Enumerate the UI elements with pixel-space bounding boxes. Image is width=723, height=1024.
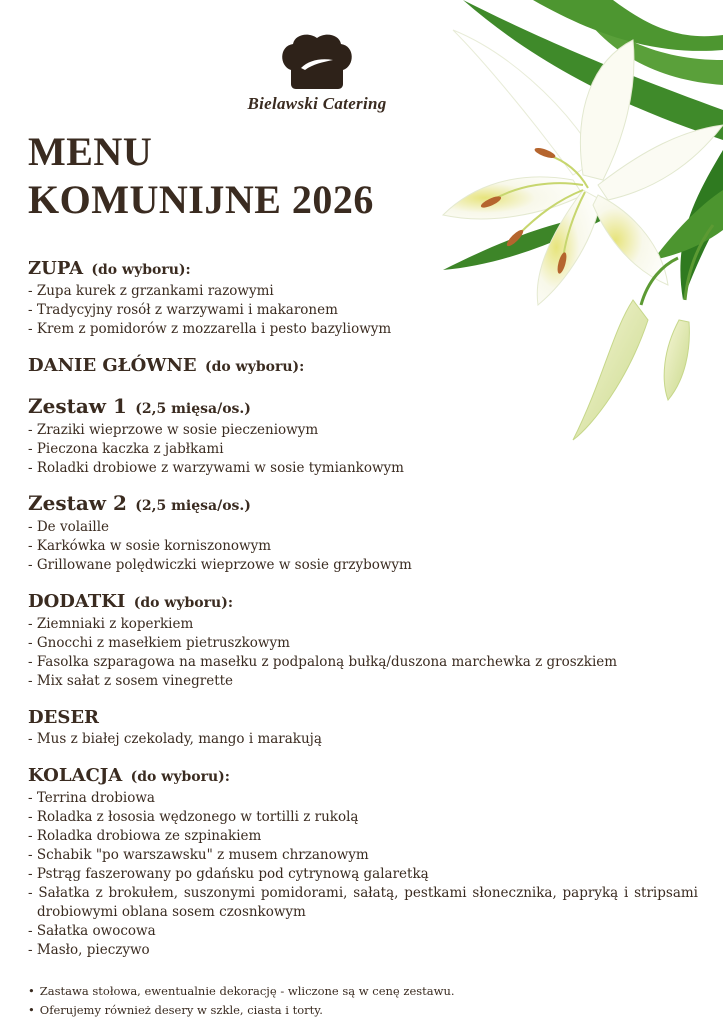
section-kolacja — [28, 761, 698, 960]
section-heading — [28, 587, 698, 615]
footer-note: • Oferujemy również desery w szkle, ciasta i torty. — [28, 1001, 698, 1020]
item-list — [28, 730, 698, 749]
section-zestaw-2 — [28, 490, 698, 575]
footer-notes — [28, 982, 698, 1020]
list-item: - Mus z białej czekolady, mango i marakują — [28, 731, 322, 747]
title-line-1: MENU — [28, 129, 153, 174]
section-title: Zestaw 2 — [28, 491, 127, 515]
list-item: - De volaille — [28, 519, 110, 535]
section-title: DESER — [28, 707, 100, 728]
section-deser — [28, 703, 698, 749]
section-note: (do wyboru): — [133, 595, 233, 611]
section-title: Zestaw 1 — [28, 394, 127, 418]
list-item: - Grillowane polędwiczki wieprzowe w sosie grzybowym — [28, 557, 412, 573]
section-heading — [28, 490, 698, 518]
footer-note: • Zastawa stołowa, ewentualnie dekorację - wliczone są w cenę zestawu. — [28, 982, 698, 1001]
list-item: - Pieczona kaczka z jabłkami — [28, 441, 224, 457]
title-line-2: KOMUNIJNE 2026 — [28, 177, 374, 222]
list-item: - Terrina drobiowa — [28, 790, 155, 806]
list-item: - Schabik "po warszawsku" z musem chrzanowym — [28, 847, 369, 863]
list-item: - Roladka z łososia wędzonego w tortilli z rukolą — [28, 809, 359, 825]
chef-hat-icon — [277, 32, 357, 90]
section-title: DODATKI — [28, 591, 126, 612]
list-item: - Roladki drobiowe z warzywami w sosie tymiankowym — [28, 460, 404, 476]
item-list — [28, 789, 698, 960]
list-item: - Tradycyjny rosół z warzywami i makaronem — [28, 302, 338, 318]
list-item: - Zupa kurek z grzankami razowymi — [28, 283, 274, 299]
brand-logo — [224, 32, 410, 124]
page-title — [28, 128, 374, 224]
section-dodatki — [28, 587, 698, 691]
list-item: - Sałatka z brokułem, suszonymi pomidorami, sałatą, pestkami słonecznika, papryką i stripsami drobiowymi oblana sosem czosnkowym — [28, 885, 698, 920]
item-list — [28, 421, 698, 478]
section-title: ZUPA — [28, 258, 84, 279]
section-title: DANIE GŁÓWNE — [28, 355, 197, 376]
section-danie-glowne — [28, 351, 698, 379]
section-note: (do wyboru): — [130, 769, 230, 785]
item-list — [28, 282, 698, 339]
list-item: - Pstrąg faszerowany po gdańsku pod cytrynową galaretką — [28, 866, 429, 882]
list-item: - Fasolka szparagowa na masełku z podpaloną bułką/duszona marchewka z groszkiem — [28, 654, 618, 670]
list-item: - Roladka drobiowa ze szpinakiem — [28, 828, 262, 844]
list-item: - Sałatka owocowa — [28, 923, 156, 939]
section-note: (2,5 mięsa/os.) — [135, 401, 251, 417]
item-list — [28, 518, 698, 575]
section-heading — [28, 393, 698, 421]
list-item: - Ziemniaki z koperkiem — [28, 616, 194, 632]
section-note: (do wyboru): — [205, 359, 305, 375]
list-item: - Gnocchi z masełkiem pietruszkowym — [28, 635, 290, 651]
list-item: - Karkówka w sosie korniszonowym — [28, 538, 271, 554]
section-note: (do wyboru): — [91, 262, 191, 278]
section-zupa — [28, 254, 698, 339]
section-note: (2,5 mięsa/os.) — [135, 498, 251, 514]
list-item: - Masło, pieczywo — [28, 942, 150, 958]
list-item: - Krem z pomidorów z mozzarella i pesto bazyliowym — [28, 321, 392, 337]
section-title: KOLACJA — [28, 765, 123, 786]
section-heading — [28, 351, 698, 379]
item-list — [28, 615, 698, 691]
section-heading — [28, 254, 698, 282]
brand-name: Bielawski Catering — [247, 94, 387, 113]
section-heading — [28, 703, 698, 730]
list-item: - Mix sałat z sosem vinegrette — [28, 673, 234, 689]
menu-content — [28, 254, 698, 1020]
list-item: - Zraziki wieprzowe w sosie pieczeniowym — [28, 422, 319, 438]
section-heading — [28, 761, 698, 789]
section-zestaw-1 — [28, 393, 698, 478]
